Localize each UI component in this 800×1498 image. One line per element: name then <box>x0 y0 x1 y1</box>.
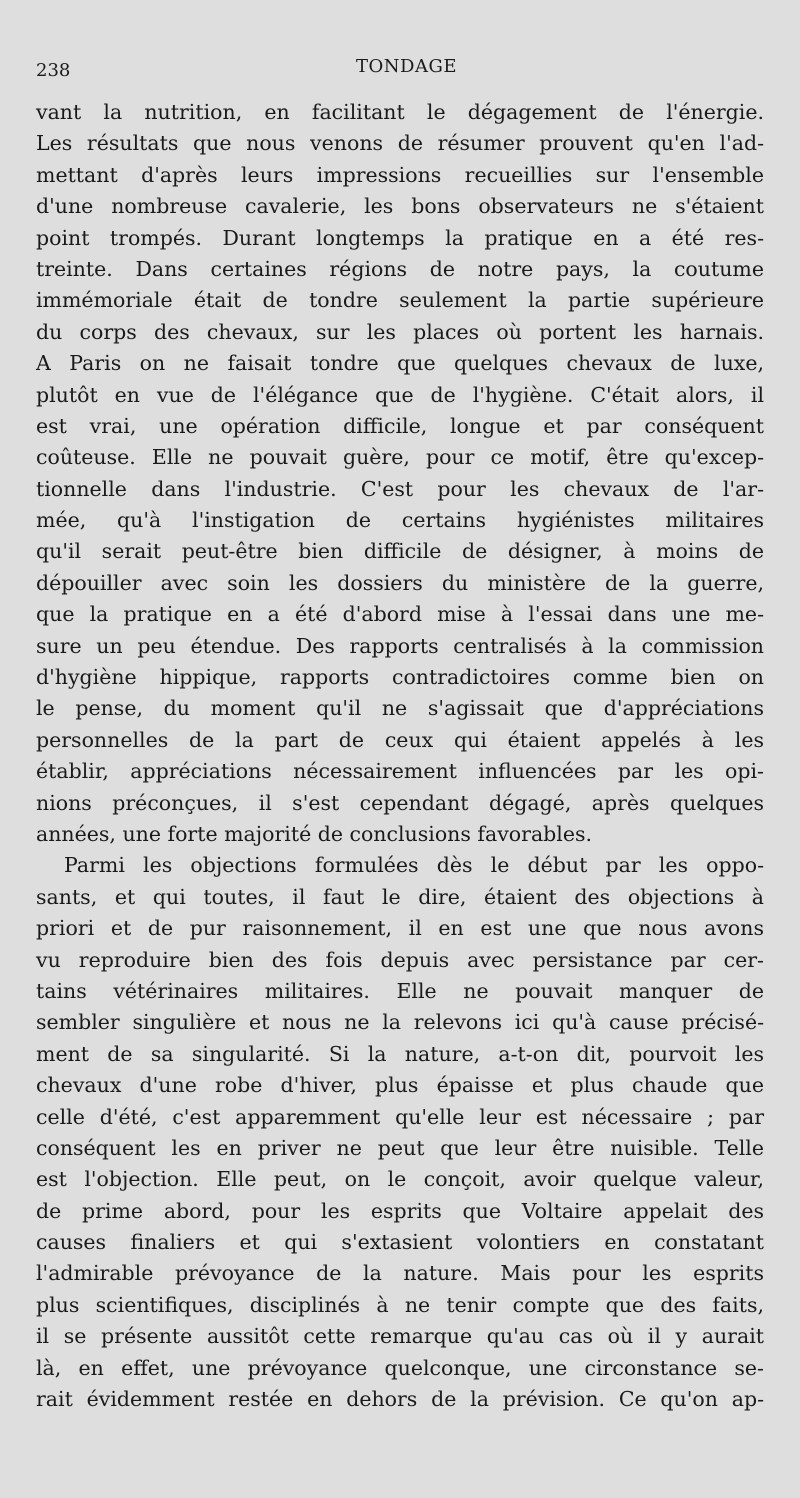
text-line: causes finaliers et qui s'extasient volontiers en constatant <box>36 1230 764 1255</box>
text-line: qu'il serait peut-être bien difficile de désigner, à moins de <box>36 539 764 564</box>
text-line: mettant d'après leurs impressions recueillies sur l'ensemble <box>36 162 764 187</box>
text-line: de prime abord, pour les esprits que Voltaire appelait des <box>36 1198 764 1223</box>
running-title: TONDAGE <box>356 56 457 77</box>
text-line: immémoriale était de tondre seulement la partie supérieure <box>36 288 764 313</box>
text-line: le pense, du moment qu'il ne s'agissait que d'appréciations <box>36 696 764 721</box>
text-line: point trompés. Durant longtemps la pratique en a été res- <box>36 225 764 250</box>
paragraph <box>36 850 764 1415</box>
text-line: là, en effet, une prévoyance quelconque, une circonstance se- <box>36 1355 764 1380</box>
text-line: sembler singulière et nous ne la relevons ici qu'à cause précisé- <box>36 1010 764 1035</box>
text-line: ment de sa singularité. Si la nature, a-t-on dit, pourvoit les <box>36 1041 764 1066</box>
page-number: 238 <box>36 60 71 81</box>
text-line: vant la nutrition, en facilitant le dégagement de l'énergie. <box>36 100 764 124</box>
text-line: d'hygiène hippique, rapports contradictoires comme bien on <box>36 665 764 690</box>
text-line: rait évidemment restée en dehors de la prévision. Ce qu'on ap- <box>36 1387 764 1412</box>
text-line: coûteuse. Elle ne pouvait guère, pour ce motif, être qu'excep- <box>36 445 764 470</box>
text-line: est vrai, une opération difficile, longue et par conséquent <box>36 413 764 438</box>
text-line: mée, qu'à l'instigation de certains hygiénistes militaires <box>36 508 764 533</box>
text-line: personnelles de la part de ceux qui étaient appelés à les <box>36 727 764 752</box>
text-line: d'une nombreuse cavalerie, les bons observateurs ne s'étaient <box>36 194 764 219</box>
text-line: années, une forte majorité de conclusions favorables. <box>36 821 593 846</box>
text-line: vu reproduire bien des fois depuis avec persistance par cer- <box>36 947 764 972</box>
text-line: chevaux d'une robe d'hiver, plus épaisse et plus chaude que <box>36 1073 764 1098</box>
text-line: A Paris on ne faisait tondre que quelques chevaux de luxe, <box>36 351 764 376</box>
text-line: celle d'été, c'est apparemment qu'elle leur est nécessaire ; par <box>36 1104 764 1129</box>
text-line: sants, et qui toutes, il faut le dire, étaient des objections à <box>36 884 764 909</box>
text-line: Les résultats que nous venons de résumer prouvent qu'en l'ad- <box>36 131 764 156</box>
text-line: treinte. Dans certaines régions de notre pays, la coutume <box>36 256 764 281</box>
text-line: dépouiller avec soin les dossiers du ministère de la guerre, <box>36 570 764 595</box>
text-line: plutôt en vue de l'élégance que de l'hygiène. C'était alors, il <box>36 382 764 407</box>
text-line: tains vétérinaires militaires. Elle ne pouvait manquer de <box>36 978 764 1003</box>
text-line: sure un peu étendue. Des rapports centralisés à la commission <box>36 633 764 658</box>
page-header <box>36 56 760 86</box>
text-line: conséquent les en priver ne peut que leur être nuisible. Telle <box>36 1135 764 1160</box>
text-line: plus scientifiques, disciplinés à ne tenir compte que des faits, <box>36 1292 764 1317</box>
text-line: nions préconçues, il s'est cependant dégagé, après quelques <box>36 790 764 815</box>
text-line: du corps des chevaux, sur les places où portent les harnais. <box>36 319 764 344</box>
text-line: il se présente aussitôt cette remarque qu'au cas où il y aurait <box>36 1324 764 1349</box>
text-line: que la pratique en a été d'abord mise à l'essai dans une me- <box>36 602 764 627</box>
text-line: tionnelle dans l'industrie. C'est pour les chevaux de l'ar- <box>36 476 764 501</box>
text-line: Parmi les objections formulées dès le début par les oppo- <box>64 853 764 878</box>
text-line: l'admirable prévoyance de la nature. Mais pour les esprits <box>36 1261 764 1286</box>
text-line: établir, appréciations nécessairement influencées par les opi- <box>36 759 764 784</box>
text-line: est l'objection. Elle peut, on le conçoit, avoir quelque valeur, <box>36 1167 764 1192</box>
text-line: priori et de pur raisonnement, il en est une que nous avons <box>36 916 764 941</box>
paragraph <box>36 97 764 850</box>
body-text <box>36 97 764 1415</box>
